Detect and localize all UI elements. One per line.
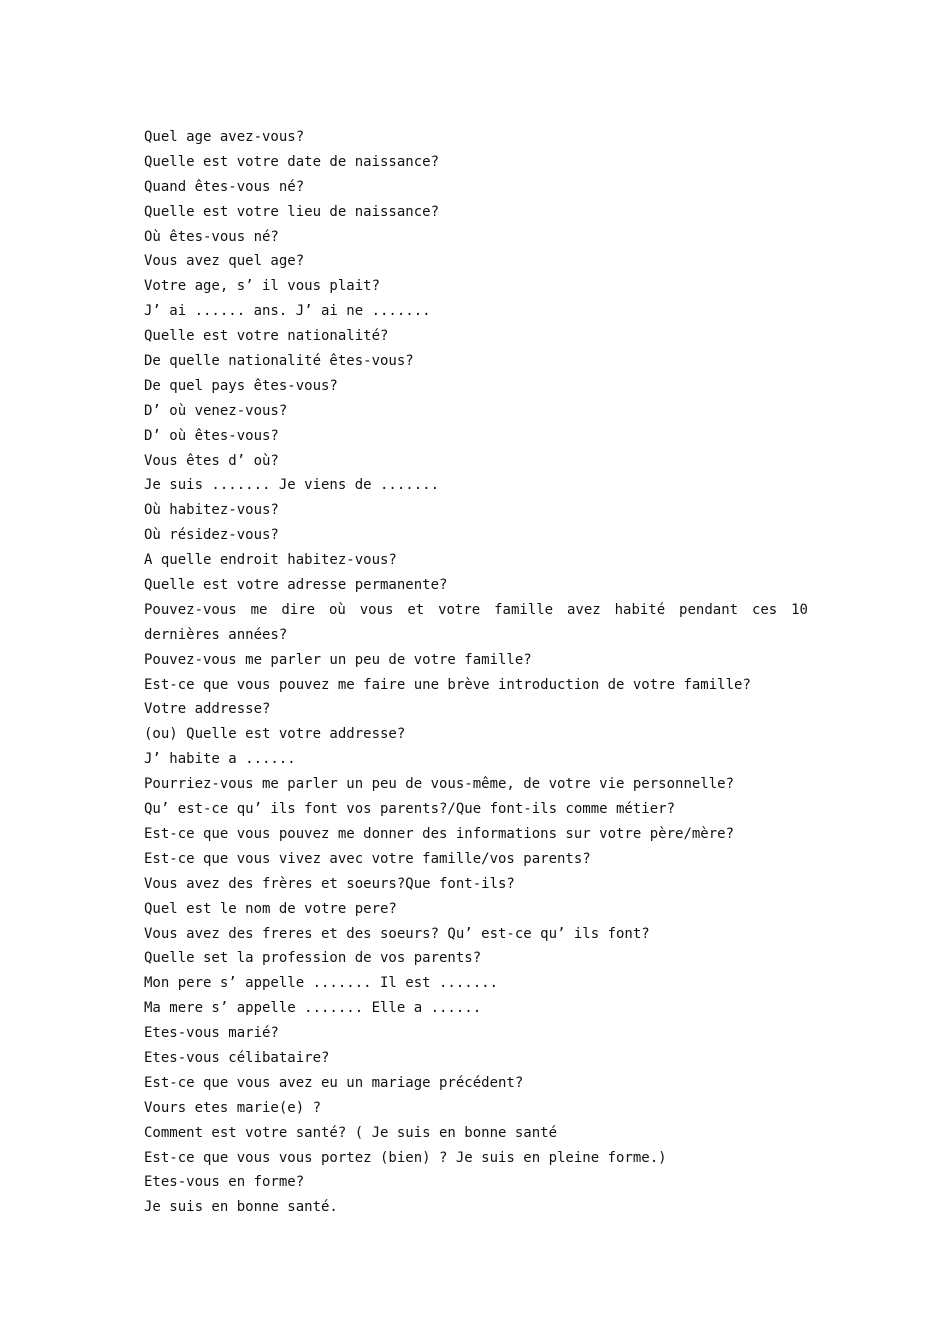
text-line: Où habitez-vous? (144, 502, 279, 519)
text-line: Vous avez des freres et des soeurs? Qu’ est-ce qu’ ils font? (144, 925, 650, 942)
document-body (144, 125, 808, 1220)
text-line: Pouvez-vous me parler un peu de votre famille? (144, 651, 532, 668)
text-line: Est-ce que vous vivez avec votre famille/vos parents? (144, 850, 591, 867)
text-line: Quelle est votre date de naissance? (144, 153, 440, 170)
text-line: Je suis ....... Je viens de ....... (144, 477, 440, 494)
text-line: Je suis en bonne santé. (144, 1199, 338, 1216)
text-line: Quelle est votre lieu de naissance? (144, 203, 440, 220)
text-line: dernières années? (144, 626, 288, 643)
text-line: (ou) Quelle est votre addresse? (144, 726, 406, 743)
text-line: Votre age, s’ il vous plait? (144, 278, 381, 295)
text-line: Comment est votre santé? ( Je suis en bonne santé (144, 1124, 558, 1141)
text-line: Vous êtes d’ où? (144, 452, 279, 469)
text-line: Où êtes-vous né? (144, 228, 279, 245)
text-line: Quel est le nom de votre pere? (144, 900, 397, 917)
text-line: Vours etes marie(e) ? (144, 1099, 322, 1116)
text-line: Est-ce que vous vous portez (bien) ? Je suis en pleine forme.) (144, 1149, 667, 1166)
text-line: De quelle nationalité êtes-vous? (144, 353, 414, 370)
text-line: Quelle est votre adresse permanente? (144, 577, 448, 594)
text-line: Etes-vous marié? (144, 1025, 279, 1042)
text-line: Est-ce que vous pouvez me donner des informations sur votre père/mère? (144, 825, 735, 842)
text-line: D’ où venez-vous? (144, 402, 288, 419)
text-line: Quand êtes-vous né? (144, 178, 305, 195)
text-line: J’ habite a ...... (144, 751, 296, 768)
text-line: D’ où êtes-vous? (144, 427, 279, 444)
text-line: Etes-vous en forme? (144, 1174, 305, 1191)
text-line: A quelle endroit habitez-vous? (144, 552, 397, 569)
text-line: Ma mere s’ appelle ....... Elle a ...... (144, 1000, 482, 1017)
text-line: Votre addresse? (144, 701, 271, 718)
text-line: Où résidez-vous? (144, 527, 279, 544)
text-line: Qu’ est-ce qu’ ils font vos parents?/Que font-ils comme métier? (144, 801, 676, 818)
text-line: Mon pere s’ appelle ....... Il est ....... (144, 975, 499, 992)
text-line: Pouvez-vous me dire où vous et votre famille avez habité pendant ces 10 (144, 601, 808, 618)
text-line: Vous avez quel age? (144, 253, 305, 270)
text-line: Vous avez des frères et soeurs?Que font-ils? (144, 875, 515, 892)
text-line: Quel age avez-vous? (144, 129, 305, 145)
text-line: Pourriez-vous me parler un peu de vous-même, de votre vie personnelle? (144, 776, 735, 793)
text-line: Est-ce que vous avez eu un mariage précédent? (144, 1074, 524, 1091)
text-line: Quelle est votre nationalité? (144, 328, 389, 345)
text-line: J’ ai ...... ans. J’ ai ne ....... (144, 303, 431, 320)
text-line: Quelle set la profession de vos parents? (144, 950, 482, 967)
text-line: De quel pays êtes-vous? (144, 377, 338, 394)
text-line: Est-ce que vous pouvez me faire une brève introduction de votre famille? (144, 676, 751, 693)
text-line: Etes-vous célibataire? (144, 1049, 330, 1066)
